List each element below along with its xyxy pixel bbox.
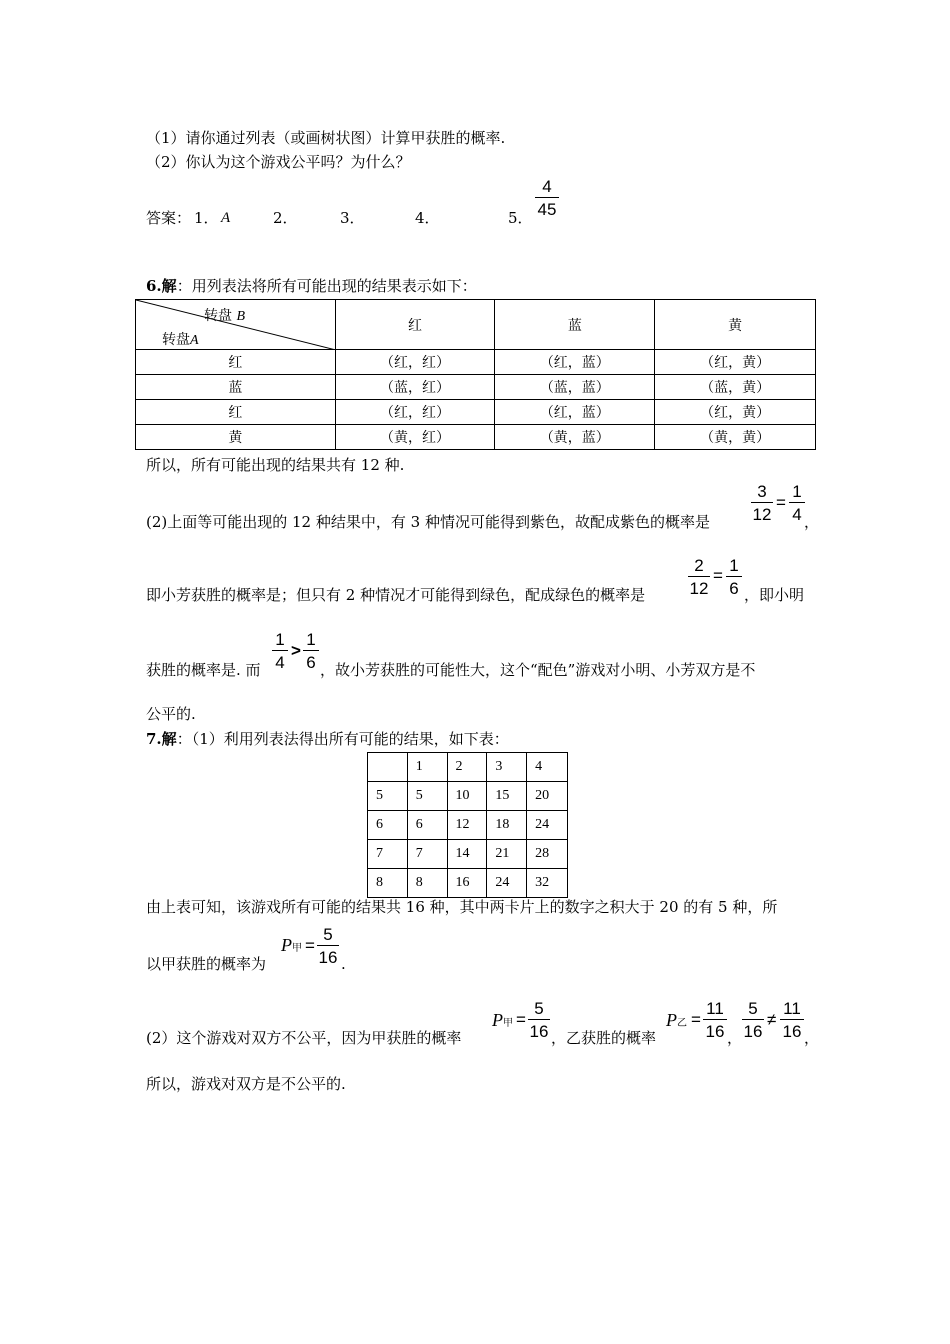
table-cell: 21 <box>487 840 527 869</box>
answer-2-number: 2． <box>273 209 298 227</box>
table-row <box>136 425 816 450</box>
question-1: （1）请你通过列表（或画树状图）计算甲获胜的概率. <box>146 129 506 147</box>
table-cell: （蓝，红） <box>335 375 495 400</box>
fraction-2-12 <box>688 557 710 597</box>
fraction-denominator: 6 <box>729 579 739 598</box>
table-cell: （红，红） <box>335 350 495 375</box>
fraction-numerator: 1 <box>792 482 802 501</box>
fraction-denominator: 4 <box>275 653 285 672</box>
greater-than-sign: > <box>291 641 301 660</box>
fraction-11-16 <box>703 1000 727 1040</box>
fraction-1-6-compare <box>303 631 319 671</box>
fraction-numerator: 4 <box>542 177 552 196</box>
table-cell: 1 <box>407 753 447 782</box>
row-label: 黄 <box>136 425 336 450</box>
question-2: （2）你认为这个游戏公平吗？为什么？ <box>146 153 411 171</box>
fraction-numerator: 3 <box>757 482 767 501</box>
table-row <box>136 400 816 425</box>
table-cell: 24 <box>487 869 527 898</box>
solution-6-part2-line2: 即小芳获胜的概率是；但只有 2 种情况才可能得到绿色，配成绿色的概率是 <box>146 586 646 604</box>
fraction-1-4-compare <box>272 631 288 671</box>
table-row <box>368 753 568 782</box>
fraction-denominator: 16 <box>782 1022 802 1041</box>
solution-7-line1: 由上表可知，该游戏所有可能的结果共 16 种，其中两卡片上的数字之积大于 20 的有 5 种，所 <box>146 898 778 916</box>
fraction-1-6 <box>726 557 742 597</box>
equals-sign: = <box>516 1010 526 1029</box>
table-row <box>368 869 568 898</box>
table-row <box>368 782 568 811</box>
table-cell <box>368 753 408 782</box>
fraction-denominator: 6 <box>306 653 316 672</box>
solution-6-part2-line4: 公平的. <box>146 705 196 723</box>
row-label: 蓝 <box>136 375 336 400</box>
answer-3-number: 3． <box>340 209 365 227</box>
solution-7-line2: 以甲获胜的概率为 <box>146 955 267 973</box>
solution-6-summary: 所以，所有可能出现的结果共有 12 种. <box>146 456 405 474</box>
diagonal-header-cell <box>136 300 336 350</box>
fraction-numerator: 5 <box>534 999 544 1018</box>
p-jia-symbol-2: P甲 <box>492 1010 513 1030</box>
solution-6-heading <box>146 279 477 294</box>
equals-sign: = <box>776 493 786 512</box>
fraction-numerator: 1 <box>729 556 739 575</box>
table-cell: 8 <box>368 869 408 898</box>
table-cell: （蓝，黄） <box>655 375 816 400</box>
answer-5-fraction <box>535 178 559 218</box>
solution-6-part2-line3-tail: ，故小芳获胜的可能性大，这个“配色”游戏对小明、小芳双方是不 <box>320 661 756 679</box>
table-cell: 6 <box>368 811 408 840</box>
solution-intro: ：（1）利用列表法得出所有可能的结果，如下表： <box>176 730 509 748</box>
fraction-11-16-b <box>780 1000 804 1040</box>
table-cell: （红，红） <box>335 400 495 425</box>
row-label: 红 <box>136 350 336 375</box>
solution-7-line3-mid: ，乙获胜的概率 <box>551 1029 657 1047</box>
answers-label: 答案： <box>146 209 192 227</box>
equals-sign: = <box>713 566 723 585</box>
not-equal-sign: ≠ <box>767 1010 777 1029</box>
fraction-numerator: 5 <box>323 925 333 944</box>
table-cell: 6 <box>407 811 447 840</box>
column-header: 红 <box>335 300 495 350</box>
solution-6-part2-line2-tail: ，即小明 <box>744 586 805 604</box>
table-cell: 15 <box>487 782 527 811</box>
fraction-3-12 <box>751 483 773 523</box>
fraction-denominator: 16 <box>743 1022 763 1041</box>
table-row <box>368 811 568 840</box>
fraction-numerator: 11 <box>783 999 801 1018</box>
table-cell: 4 <box>527 753 568 782</box>
solution-6-part2-line1: (2)上面等可能出现的 12 种结果中，有 3 种情况可能得到紫色，故配成紫色的概率是 <box>146 513 710 531</box>
table-cell: 7 <box>368 840 408 869</box>
fraction-numerator: 5 <box>748 999 758 1018</box>
solution-6-part2-line3-head: 获胜的概率是. 而 <box>146 661 261 679</box>
fraction-numerator: 1 <box>306 630 316 649</box>
fraction-denominator: 45 <box>537 200 557 219</box>
answer-5-number: 5． <box>508 209 533 227</box>
table-row <box>368 840 568 869</box>
solution-number: 6. <box>146 277 162 295</box>
table-cell: 5 <box>368 782 408 811</box>
fraction-numerator: 2 <box>694 556 704 575</box>
table-cell: （黄，蓝） <box>495 425 655 450</box>
solution-7-heading <box>146 732 509 747</box>
solution-7-line3: (2）这个游戏对双方不公平，因为甲获胜的概率 <box>146 1029 462 1047</box>
comma: ， <box>727 1029 743 1047</box>
fraction-denominator: 12 <box>752 505 772 524</box>
equals-sign: = <box>305 936 315 955</box>
table-cell: （蓝，蓝） <box>495 375 655 400</box>
header-spinner-b: 转盘 B <box>204 308 246 324</box>
p-yi-symbol: P乙 <box>666 1010 687 1030</box>
p-jia-symbol: P甲 <box>281 935 302 955</box>
answer-1-value: A <box>221 210 231 226</box>
fraction-denominator: 4 <box>792 505 802 524</box>
color-outcome-table <box>135 299 816 450</box>
table-cell: 24 <box>527 811 568 840</box>
fraction-denominator: 16 <box>705 1022 725 1041</box>
comma: ， <box>804 1029 820 1047</box>
header-spinner-a: 转盘A <box>162 332 199 348</box>
fraction-denominator: 12 <box>689 579 709 598</box>
row-label: 红 <box>136 400 336 425</box>
solution-7-line4: 所以，游戏对双方是不公平的. <box>146 1075 346 1093</box>
table-cell: （黄，红） <box>335 425 495 450</box>
fraction-denominator: 16 <box>529 1022 549 1041</box>
fraction-numerator: 1 <box>275 630 285 649</box>
table-cell: （红，黄） <box>655 350 816 375</box>
comma: ， <box>804 513 820 531</box>
answer-1-number: 1． <box>194 209 219 227</box>
table-row <box>136 350 816 375</box>
product-table <box>367 752 568 898</box>
table-cell: （红，蓝） <box>495 400 655 425</box>
table-cell: 8 <box>407 869 447 898</box>
table-cell: 5 <box>407 782 447 811</box>
equals-sign: = <box>691 1010 701 1029</box>
solution-intro: ：用列表法将所有可能出现的结果表示如下： <box>176 277 477 295</box>
table-cell: 18 <box>487 811 527 840</box>
table-cell: 16 <box>447 869 487 898</box>
fraction-5-16-b <box>528 1000 550 1040</box>
solution-jie: 解 <box>161 730 177 748</box>
table-cell: 2 <box>447 753 487 782</box>
table-cell: 3 <box>487 753 527 782</box>
table-cell: （黄，黄） <box>655 425 816 450</box>
table-cell: 7 <box>407 840 447 869</box>
solution-jie: 解 <box>161 277 177 295</box>
fraction-5-16-c <box>742 1000 764 1040</box>
table-cell: 20 <box>527 782 568 811</box>
table-cell: 12 <box>447 811 487 840</box>
table-cell: 28 <box>527 840 568 869</box>
table-row <box>136 375 816 400</box>
answer-4-number: 4． <box>415 209 440 227</box>
table-cell: 14 <box>447 840 487 869</box>
column-header: 黄 <box>655 300 816 350</box>
period: . <box>341 955 346 973</box>
fraction-numerator: 11 <box>706 999 724 1018</box>
table-cell: （红，蓝） <box>495 350 655 375</box>
fraction-denominator: 16 <box>318 948 338 967</box>
column-header: 蓝 <box>495 300 655 350</box>
table-cell: （红，黄） <box>655 400 816 425</box>
fraction-5-16 <box>317 926 339 966</box>
table-cell: 10 <box>447 782 487 811</box>
fraction-1-4 <box>789 483 805 523</box>
table-cell: 32 <box>527 869 568 898</box>
solution-number: 7. <box>146 730 162 748</box>
